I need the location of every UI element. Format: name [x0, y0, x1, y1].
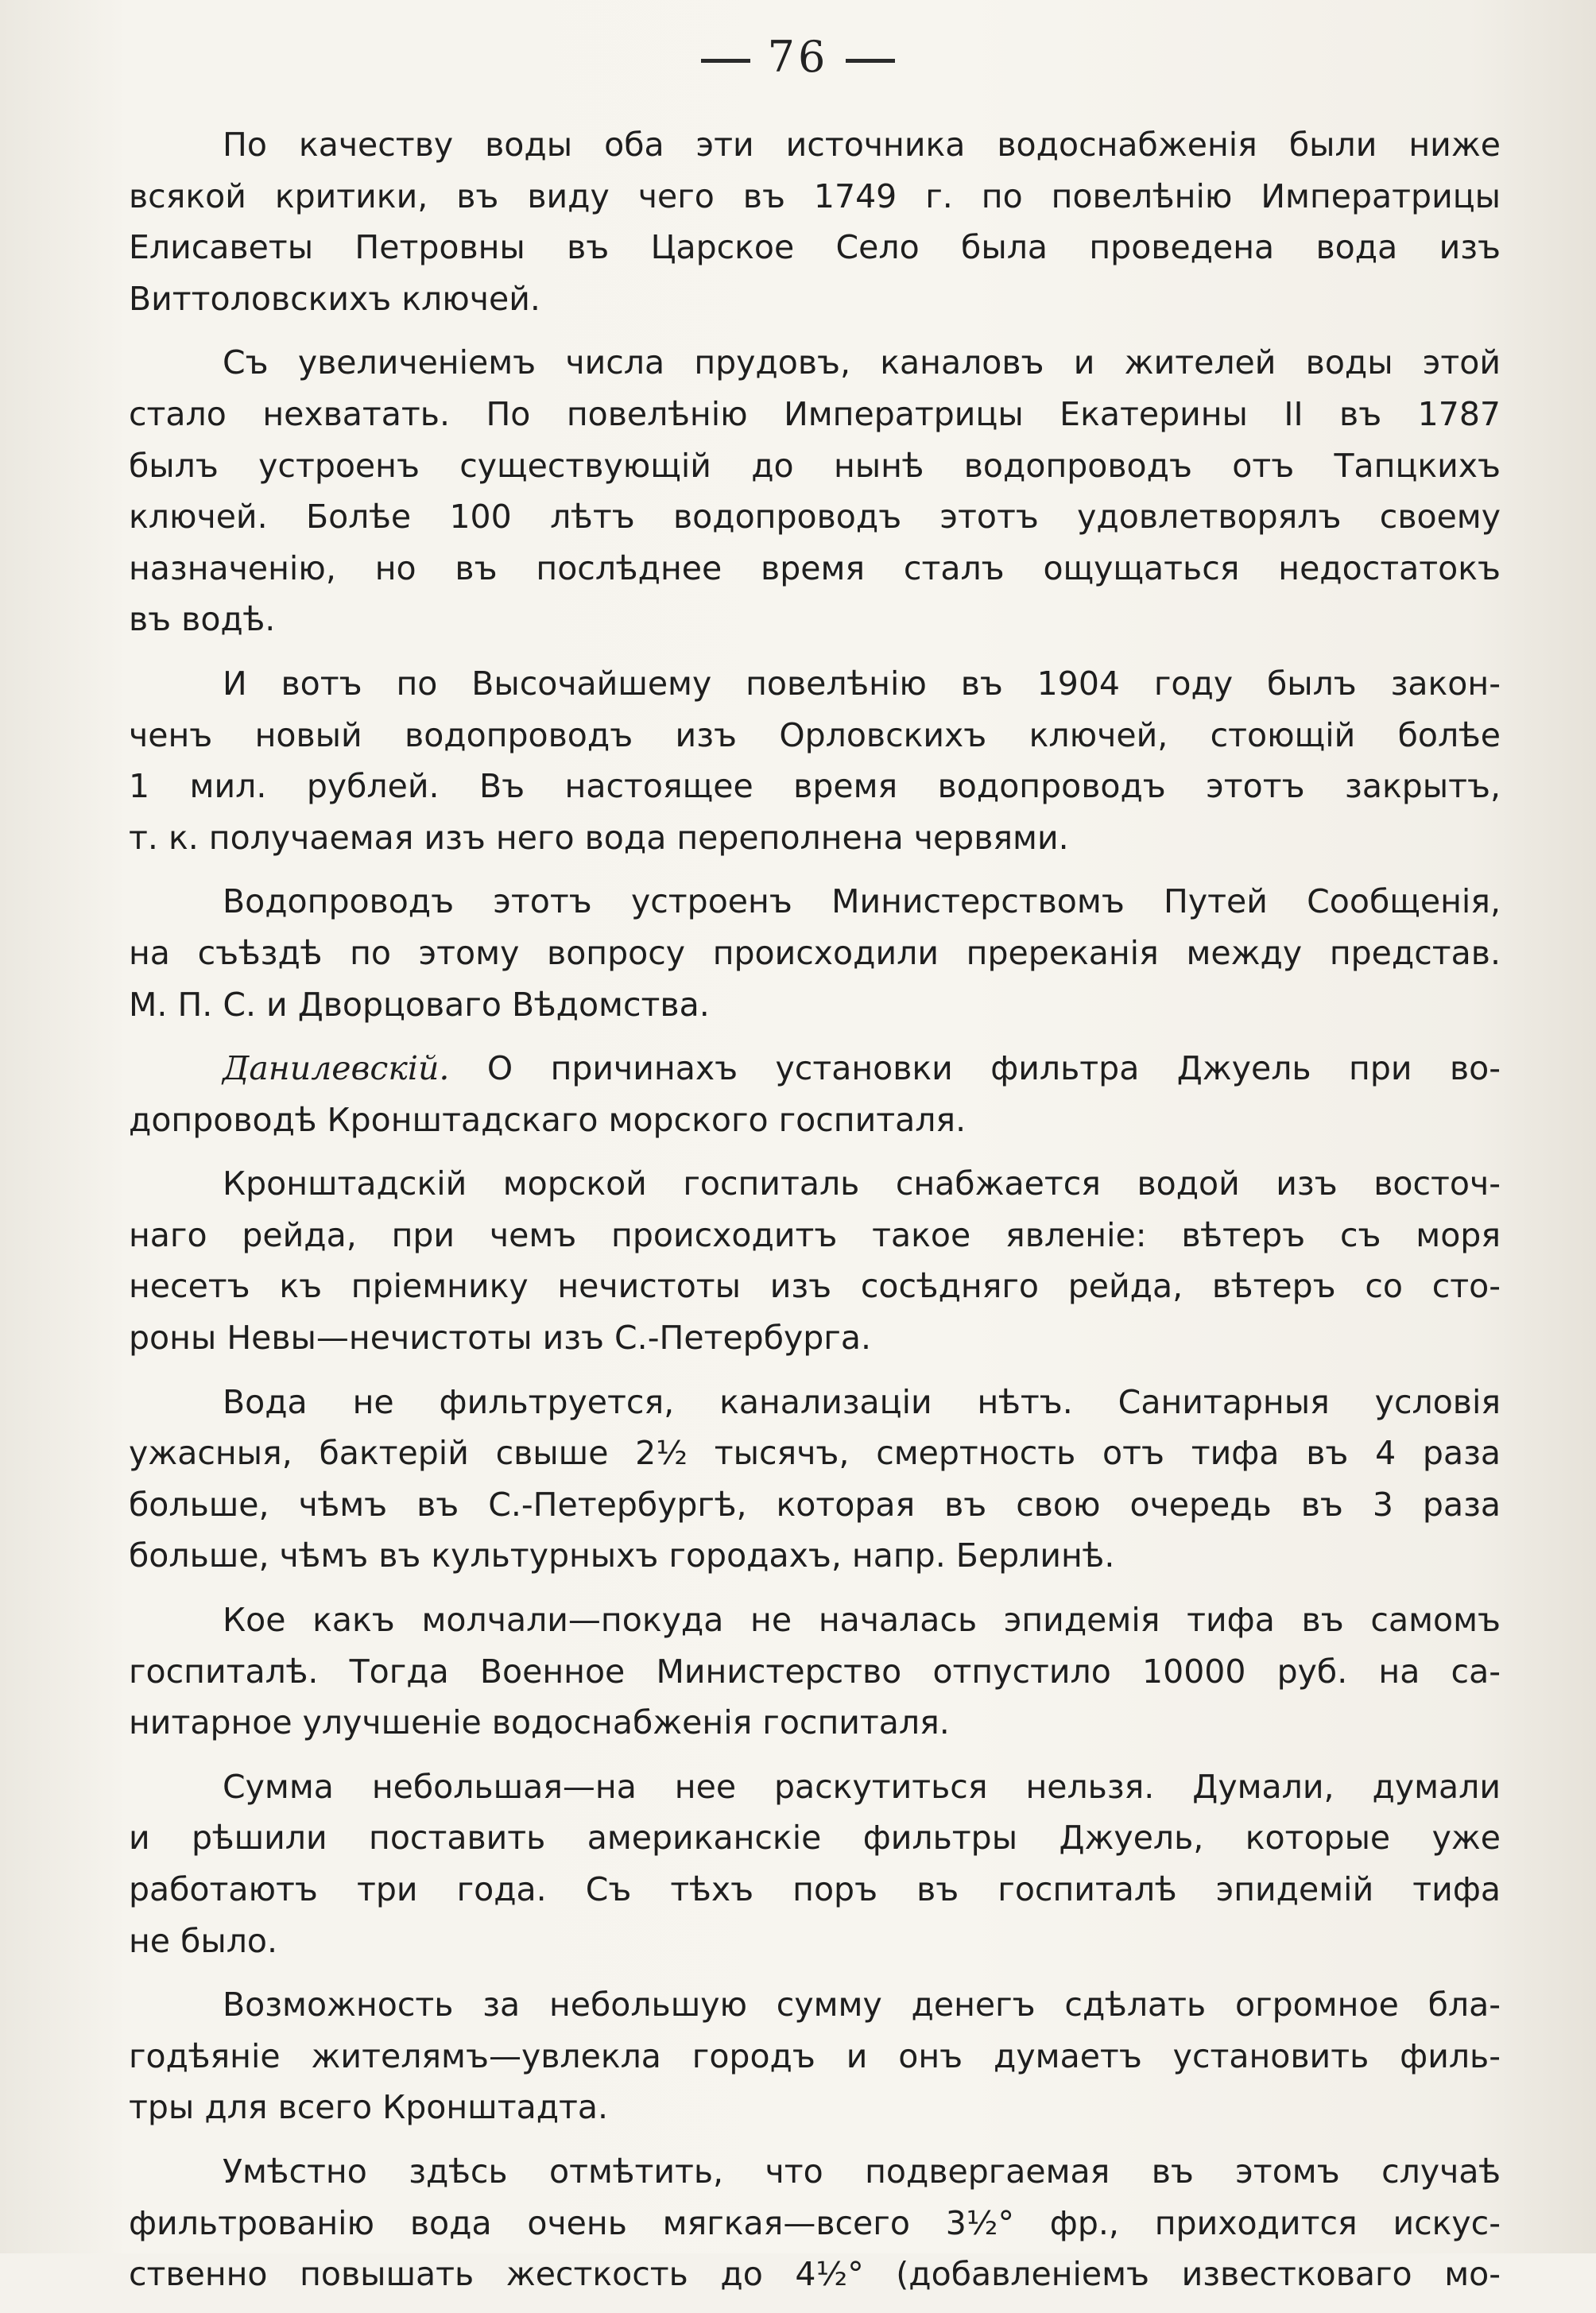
line-text: госпиталѣ. Тогда Военное Министерство отпустило 10000 руб. на са- [129, 1652, 1501, 1691]
text-line [129, 1530, 1501, 1582]
paragraph [129, 1761, 1501, 1966]
line-text: Кое какъ молчали—покуда не началась эпидемія тифа въ самомъ [223, 1601, 1501, 1640]
text-line [129, 440, 1501, 492]
text-line [129, 543, 1501, 595]
text-line [129, 273, 1501, 325]
text-line [129, 2031, 1501, 2082]
line-text: ченъ новый водопроводъ изъ Орловскихъ ключей, стоющій болѣе [129, 715, 1501, 754]
text-line [129, 1646, 1501, 1698]
text-line [129, 658, 1501, 710]
text-line [129, 2249, 1501, 2300]
text-line [129, 389, 1501, 440]
line-text: былъ устроенъ существующій до нынѣ водопроводъ отъ Тапцкихъ [129, 446, 1501, 485]
line-text: ужасныя, бактерій свыше 2½ тысячъ, смертность отъ тифа въ 4 раза [129, 1434, 1501, 1473]
text-line [129, 1697, 1501, 1749]
text-line [129, 876, 1501, 928]
line-text: нитарное улучшеніе водоснабженія госпиталя. [129, 1703, 950, 1742]
text-line [129, 1210, 1501, 1261]
text-line [129, 171, 1501, 223]
line-text: не было. [129, 1921, 278, 1960]
text-line [129, 1261, 1501, 1312]
text-line [129, 1864, 1501, 1916]
line-text: Умѣстно здѣсь отмѣтить, что подвергаемая въ этомъ случаѣ [223, 2152, 1501, 2191]
text-line [129, 337, 1501, 389]
page-number-header [0, 32, 1596, 82]
line-text: работаютъ три года. Съ тѣхъ поръ въ госпиталѣ эпидемій тифа [129, 1870, 1501, 1908]
line-text: больше, чѣмъ въ С.-Петербургѣ, которая въ свою очередь въ 3 раза [129, 1485, 1501, 1524]
text-line [129, 1761, 1501, 1813]
line-text: фильтрованію вода очень мягкая—всего 3½° фр., приходится искус- [129, 2203, 1501, 2242]
paragraph [129, 337, 1501, 645]
text-line [129, 1312, 1501, 1364]
text-line [129, 1479, 1501, 1531]
text-line [129, 594, 1501, 645]
paragraph [129, 1979, 1501, 2133]
paragraph [129, 1158, 1501, 1363]
text-line [129, 979, 1501, 1031]
text-line [129, 1812, 1501, 1864]
line-text: тры для всего Кронштадта. [129, 2088, 609, 2127]
text-line [129, 2146, 1501, 2198]
text-line [129, 928, 1501, 979]
text-line [129, 1979, 1501, 2031]
line-text: Кронштадскій морской госпиталь снабжается водой изъ восточ- [223, 1164, 1501, 1203]
line-text: назначенію, но въ послѣднее время сталъ ощущаться недостатокъ [129, 548, 1501, 587]
line-text: всякой критики, въ виду чего въ 1749 г. по повелѣнію Императрицы [129, 176, 1501, 215]
line-text: Сумма небольшая—на нее раскутиться нельзя. Думали, думали [223, 1767, 1501, 1806]
paragraph [129, 876, 1501, 1030]
text-line [129, 1095, 1501, 1146]
paragraph [129, 658, 1501, 863]
speaker-name: Данилевскій. [223, 1049, 450, 1088]
paragraph [129, 1594, 1501, 1749]
line-text: наго рейда, при чемъ происходитъ такое явленіе: вѣтеръ съ моря [129, 1215, 1501, 1254]
paragraph [129, 2146, 1501, 2300]
text-line [129, 2198, 1501, 2249]
text-line [129, 1043, 1501, 1095]
line-text: на съѣздѣ по этому вопросу происходили пререканія между представ. [129, 933, 1501, 972]
line-text: т. к. получаемая изъ него вода переполнена червями. [129, 818, 1069, 857]
text-line [129, 119, 1501, 171]
line-text: Съ увеличеніемъ числа прудовъ, каналовъ и жителей воды этой [223, 343, 1501, 382]
line-text: больше, чѣмъ въ культурныхъ городахъ, напр. Берлинѣ. [129, 1536, 1115, 1575]
line-text: годѣяніе жителямъ—увлекла городъ и онъ думаетъ установить филь- [129, 2036, 1501, 2075]
left-dash [701, 59, 750, 63]
line-text: стало нехватать. По повелѣнію Императрицы Екатерины II въ 1787 [129, 394, 1501, 433]
text-line [129, 1916, 1501, 1967]
page-number: 76 [767, 32, 829, 82]
line-text: роны Невы—нечистоты изъ С.-Петербурга. [129, 1319, 871, 1358]
line-text: ключей. Болѣе 100 лѣтъ водопроводъ этотъ удовлетворялъ своему [129, 498, 1501, 537]
text-line [129, 1428, 1501, 1479]
line-text: 1 мил. рублей. Въ настоящее время водопроводъ этотъ закрытъ, [129, 767, 1501, 806]
line-text: въ водѣ. [129, 600, 276, 639]
right-dash [846, 59, 895, 63]
text-line [129, 491, 1501, 543]
line-text: несетъ къ пріемнику нечистоты изъ сосѣдняго рейда, вѣтеръ со сто- [129, 1267, 1501, 1306]
line-text: И вотъ по Высочайшему повелѣнію въ 1904 году былъ закон- [223, 664, 1501, 703]
text-line [129, 761, 1501, 812]
text-line [129, 1158, 1501, 1210]
line-text: Водопроводъ этотъ устроенъ Министерствомъ Путей Сообщенія, [223, 882, 1501, 921]
text-line [129, 812, 1501, 864]
text-line [129, 1594, 1501, 1646]
line-text: Возможность за небольшую сумму денегъ сдѣлать огромное бла- [223, 1986, 1501, 2024]
line-text: По качеству воды оба эти источника водоснабженія были ниже [223, 126, 1501, 164]
line-text: Виттоловскихъ ключей. [129, 279, 540, 318]
line-text: допроводѣ Кронштадскаго морского госпиталя. [129, 1100, 967, 1139]
line-text: М. П. С. и Дворцоваго Вѣдомства. [129, 985, 710, 1024]
line-text: ственно повышать жесткость до 4½° (добавленіемъ известковаго мо- [129, 2255, 1501, 2294]
line-text: О причинахъ установки фильтра Джуель при во- [449, 1049, 1501, 1088]
body-text [129, 119, 1501, 2313]
line-text: Елисаветы Петровны въ Царское Село была проведена вода изъ [129, 228, 1501, 267]
text-line [129, 2082, 1501, 2133]
text-line [129, 1377, 1501, 1428]
line-text: Вода не фильтруется, канализаціи нѣтъ. Санитарныя условія [223, 1382, 1501, 1421]
paragraph [129, 119, 1501, 324]
line-text: и рѣшили поставить американскіе фильтры Джуель, которые уже [129, 1819, 1501, 1858]
paragraph [129, 1377, 1501, 1582]
text-line [129, 710, 1501, 761]
paragraph [129, 1043, 1501, 1145]
text-line [129, 222, 1501, 273]
